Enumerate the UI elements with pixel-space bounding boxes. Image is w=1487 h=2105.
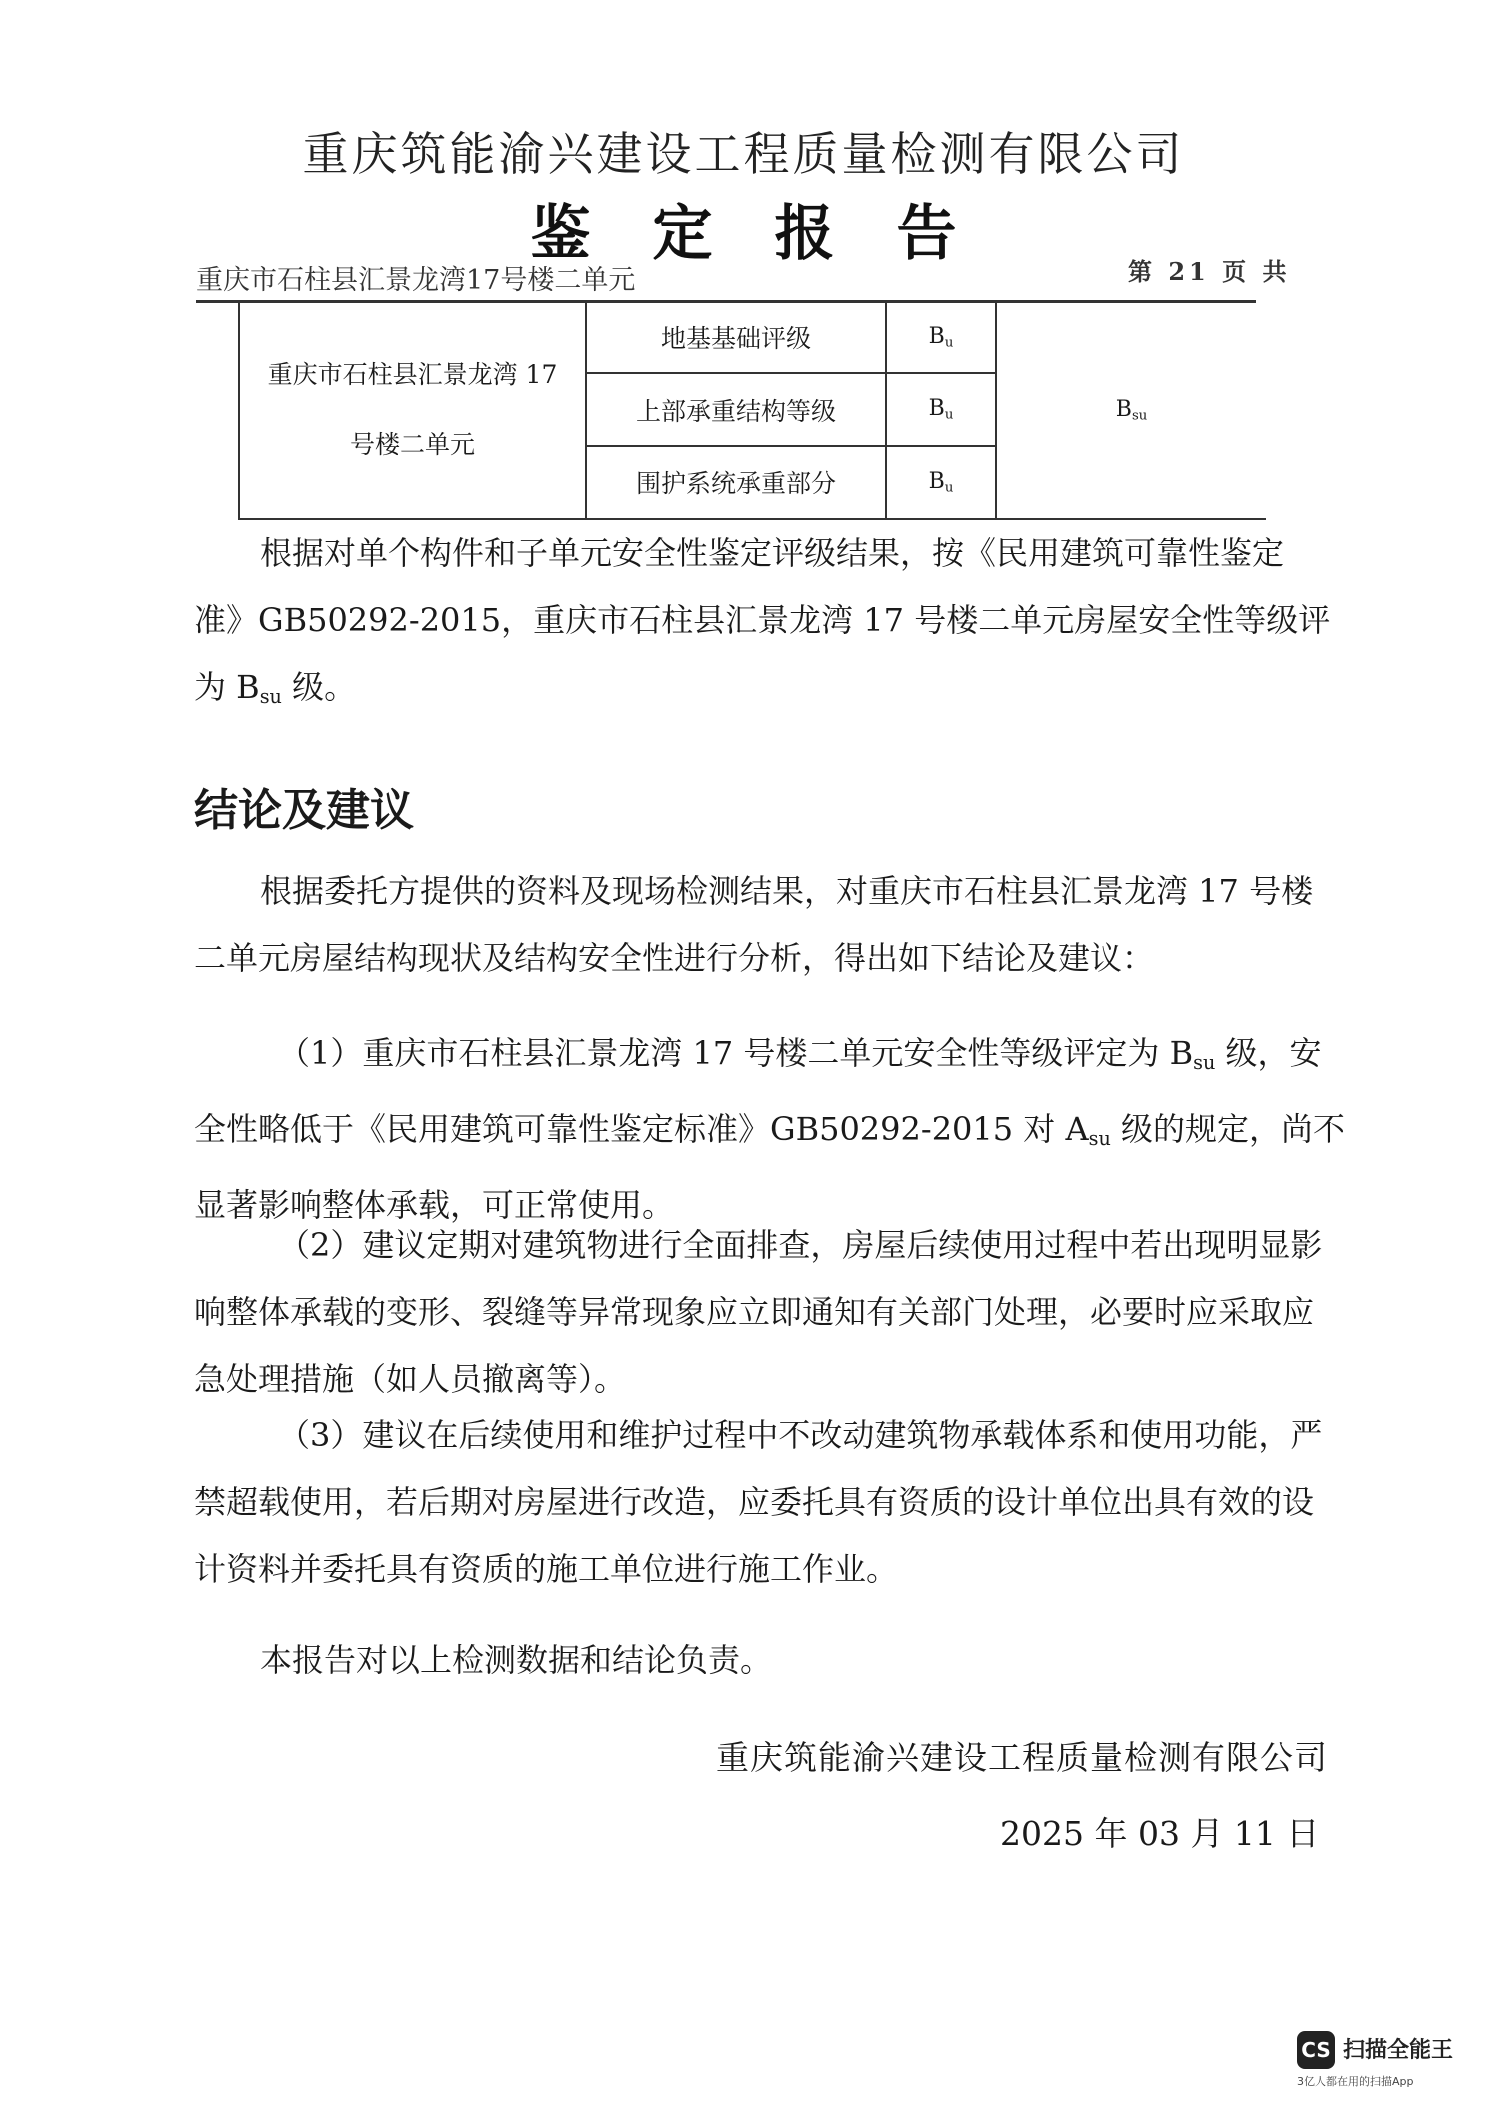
table-item: 上部承重结构等级 xyxy=(586,373,886,446)
report-title: 鉴定报告 xyxy=(530,199,1019,269)
table-building-name xyxy=(239,302,586,519)
table-grade: $B_u$ xyxy=(886,302,996,373)
table-item: 地基基础评级 xyxy=(586,302,886,373)
page-number: 第 21 页 共 xyxy=(1128,257,1291,286)
table-row xyxy=(239,302,1266,373)
signature-date: 2025 年 03 月 11 日 xyxy=(1000,1814,1320,1853)
building-name-line2: 号楼二单元 xyxy=(349,430,475,459)
watermark-name: 扫描全能王 xyxy=(1343,2038,1454,2063)
rating-paragraph: 根据对单个构件和子单元安全性鉴定评级结果，按《民用建筑可靠性鉴定 准》GB50292-2015，重庆市石柱县汇景龙湾 17 号楼二单元房屋安全性等级评 为 $B_{su}$ 级。 xyxy=(194,534,1331,708)
conclusion-item-2: （2）建议定期对建筑物进行全面排查，房屋后续使用过程中若出现明显影 响整体承载的变形、裂缝等异常现象应立即通知有关部门处理，必要时应采取应 急处理措施（如人员撤离等）。 xyxy=(194,1226,1323,1398)
table-total-grade: $B_{su}$ xyxy=(996,302,1266,519)
responsibility-statement: 本报告对以上检测数据和结论负责。 xyxy=(260,1641,773,1679)
watermark-tagline: 3亿人都在用的扫描App xyxy=(1297,2075,1414,2088)
section-heading: 结论及建议 xyxy=(194,785,414,836)
rating-table xyxy=(238,302,1266,520)
signature-company: 重庆筑能渝兴建设工程质量检测有限公司 xyxy=(716,1738,1328,1777)
table-grade: $B_u$ xyxy=(886,373,996,446)
camscanner-logo-icon: CS xyxy=(1297,2031,1335,2069)
table-item: 围护系统承重部分 xyxy=(586,446,886,519)
scanner-watermark xyxy=(1297,2031,1467,2091)
building-name-line1: 重庆市石柱县汇景龙湾 17 xyxy=(267,360,558,389)
table-grade: $B_u$ xyxy=(886,446,996,519)
conclusion-item-1: （1）重庆市石柱县汇景龙湾 17 号楼二单元安全性等级评定为 $B_{su}$ 级，安 全性略低于《民用建筑可靠性鉴定标准》GB50292-2015 对 $A_{su}$ 级的规定，尚不 显著影响整体承载，可正常使用。 xyxy=(194,1034,1345,1224)
header-project: 重庆市石柱县汇景龙湾17号楼二单元 xyxy=(196,265,636,296)
conclusion-item-3: （3）建议在后续使用和维护过程中不改动建筑物承载体系和使用功能，严 禁超载使用，若后期对房屋进行改造，应委托具有资质的设计单位出具有效的设 计资料并委托具有资质的施工单位进行施工作业。 xyxy=(194,1416,1323,1588)
conclusion-intro: 根据委托方提供的资料及现场检测结果，对重庆市石柱县汇景龙湾 17 号楼 二单元房屋结构现状及结构安全性进行分析，得出如下结论及建议： xyxy=(194,872,1314,977)
header-company: 重庆筑能渝兴建设工程质量检测有限公司 xyxy=(302,127,1185,181)
